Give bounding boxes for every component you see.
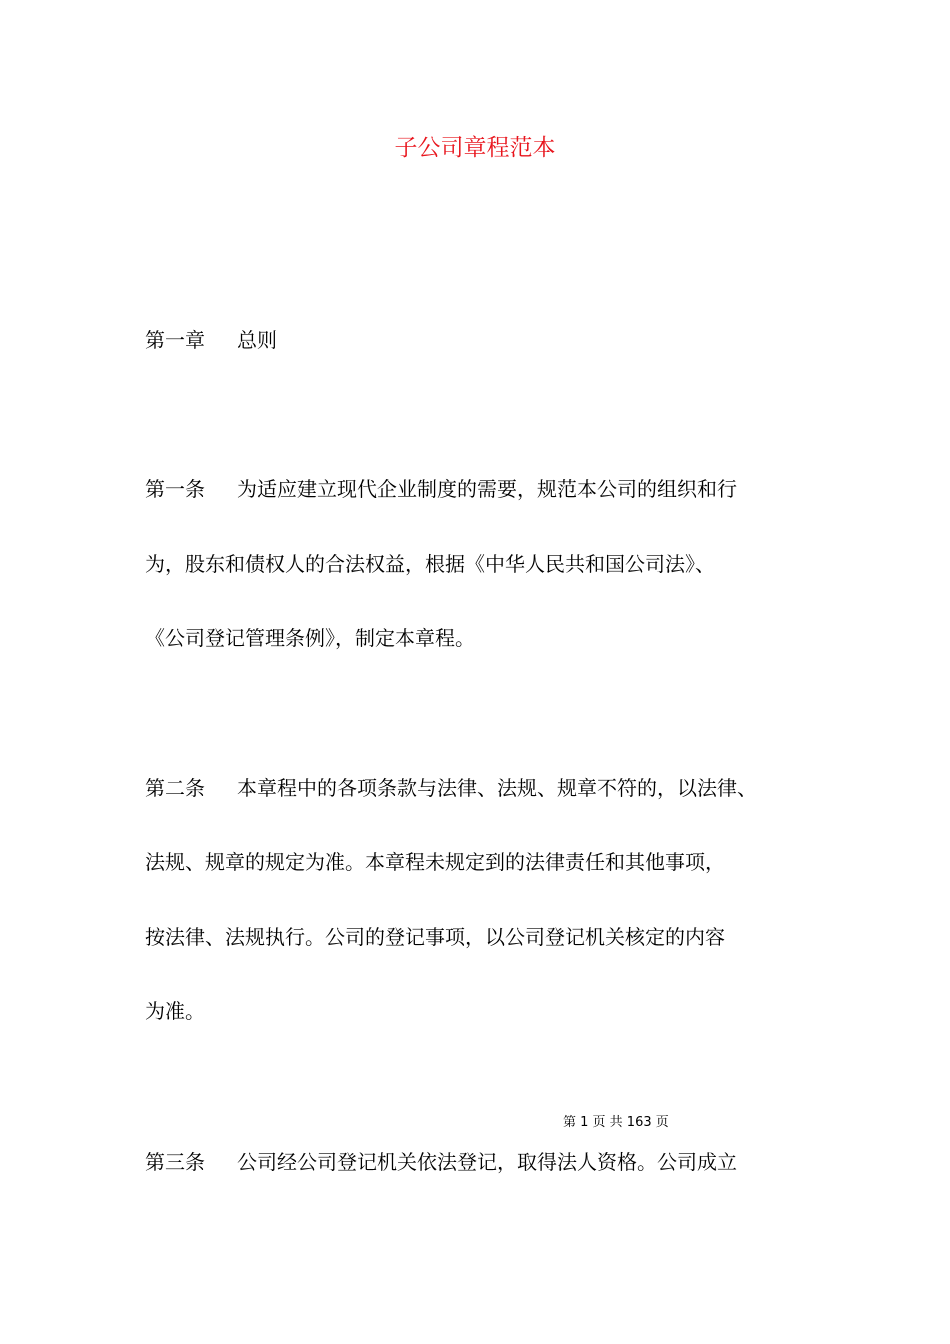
document-title: 子公司章程范本	[394, 135, 556, 161]
article-2-text: 本章程中的各项条款与法律、法规、规章不符的，以法律、	[237, 776, 757, 800]
article-1-line-1	[145, 475, 845, 503]
chapter-name: 总则	[237, 328, 277, 352]
article-3-label: 第三条	[145, 1150, 205, 1174]
article-1-line-3: 《公司登记管理条例》，制定本章程。	[145, 626, 475, 650]
article-3-line-1	[145, 1148, 845, 1176]
chapter-label: 第一章	[145, 328, 205, 352]
article-2-line-4: 为准。	[145, 999, 205, 1023]
article-1-label: 第一条	[145, 477, 205, 501]
article-2-line-2: 法规、规章的规定为准。本章程未规定到的法律责任和其他事项，	[145, 850, 725, 874]
article-1-line-2: 为，股东和债权人的合法权益，根据《中华人民共和国公司法》、	[145, 552, 715, 576]
page-number: 第 1 页 共 163 页	[563, 1115, 669, 1130]
article-1-text: 为适应建立现代企业制度的需要，规范本公司的组织和行	[237, 477, 737, 501]
article-2-line-3: 按法律、法规执行。公司的登记事项，以公司登记机关核定的内容	[145, 925, 725, 949]
article-2-label: 第二条	[145, 776, 205, 800]
article-3-text: 公司经公司登记机关依法登记，取得法人资格。公司成立	[237, 1150, 737, 1174]
article-2-line-1	[145, 774, 845, 802]
chapter-heading	[145, 326, 845, 354]
